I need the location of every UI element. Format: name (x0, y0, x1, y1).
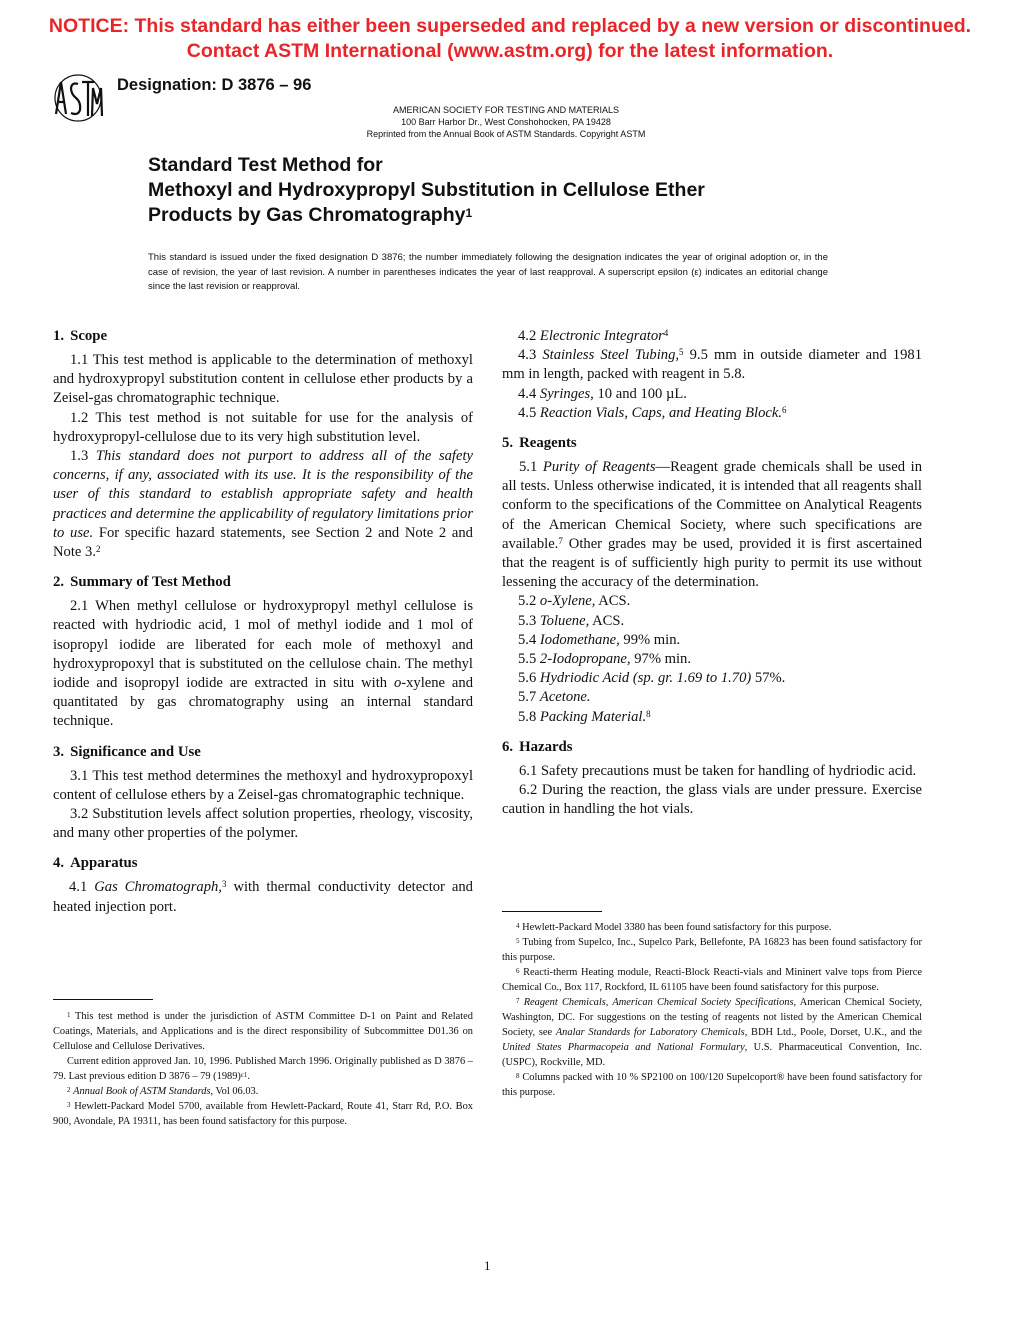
paragraph-4-1: 4.1 Gas Chromatograph,$^3$ with thermal conductivity detector and heated injection port. (53, 879, 473, 915)
footnote-1-edition: Current edition approved Jan. 10, 1996. Published March 1996. Originally published as D 3876 – 79. Last previous edition D 3876 – 79 $(1989)^{\varepsilon 1}$. (53, 1056, 473, 1082)
reprint-line: Reprinted from the Annual Book of ASTM Standards. Copyright ASTM (366, 129, 646, 139)
paragraph-3-1: 3.1 This test method determines the methoxyl and hydroxypropoxyl content of cellulose ethers by a Zeisel-gas chromatographic technique. (53, 767, 473, 803)
paragraph-1-3: 1.3 This standard does not purport to address all of the safety concerns, if any, associated with its use. It is the responsibility of the user of this standard to establish appropriate safety and health practices and determine the applicability of regulatory limitations prior to use. For specific hazard statements, see Section 2 and Note 2 and Note 3.$^2$ (53, 448, 473, 561)
paragraph-5-6: 5.6 Hydriodic Acid (sp. gr. 1.69 to 1.70) 57%. (518, 670, 786, 687)
footnote-1: $^1$ This test method is under the jurisdiction of ASTM Committee D-1 on Paint and Related Coatings, Materials, and Applications and is the direct responsibility of Subcommittee D01.36 on Cellulose and Cellulose Derivatives. (53, 1011, 473, 1052)
footnote-3: $^3$ Hewlett-Packard Model 5700, available from Hewlett-Packard, Route 41, Starr Rd, P.O. Box 900, Avondale, PA 19311, has been found satisfactory for this purpose. (53, 1101, 473, 1127)
paragraph-5-4: 5.4 Iodomethane, 99% min. (518, 631, 681, 648)
notice-line-1: NOTICE: This standard has either been superseded and replaced by a new version or discontinued. (48, 15, 972, 37)
section-heading-scope: 1. Scope (53, 328, 108, 344)
section-heading-significance: 3. Significance and Use (53, 743, 201, 760)
footnote-8: $^8$ Columns packed with 10 % SP2100 on 100/120 Supelcoport® have been found satisfactory for this purpose. (502, 1072, 922, 1098)
paragraph-5-5: 5.5 2-Iodopropane, 97% min. (518, 651, 691, 668)
footnotes-left (53, 1009, 473, 1129)
paragraph-3-2: 3.2 Substitution levels affect solution properties, rheology, viscosity, and many other properties of the polymer. (53, 806, 473, 842)
footnote-4: $^4$ Hewlett-Packard Model 3380 has been found satisfactory for this purpose. (516, 922, 832, 933)
astm-logo (52, 74, 104, 122)
page-number: 1 (484, 1258, 491, 1273)
footnote-6: $^6$ Reacti-therm Heating module, Reacti-Block Reacti-vials and Mininert valve tops from Pierce Chemical Co., Box 117, Rockford, IL 61105 have been found satisfactory for this purpose. (502, 967, 922, 993)
paragraph-5-8: 5.8 Packing Material.$^8$ (518, 708, 651, 725)
title-footnote-ref: 1 (465, 206, 473, 220)
paragraph-5-2: 5.2 o-Xylene, ACS. (518, 593, 631, 610)
right-column (502, 327, 922, 819)
designation: Designation: D 3876 – 96 (117, 76, 312, 94)
footnotes-right (502, 920, 922, 1100)
paragraph-4-2: 4.2 Electronic Integrator$^4$ (518, 328, 669, 344)
footnote-rule-right (502, 911, 602, 912)
paragraph-6-2: 6.2 During the reaction, the glass vials are under pressure. Exercise caution in handling the hot vials. (502, 782, 922, 818)
left-column (53, 327, 473, 917)
notice-line-2: Contact ASTM International (www.astm.org) for the latest information. (186, 40, 834, 62)
paragraph-1-2: 1.2 This test method is not suitable for use for the analysis of hydroxypropyl-cellulose due to its very high substitution level. (53, 409, 473, 445)
title-line-2: Methoxyl and Hydroxypropyl Substitution in Cellulose Ether (148, 179, 705, 201)
title-line-1: Standard Test Method for (148, 154, 383, 176)
paragraph-4-4: 4.4 Syringes, 10 and 100 µL. (518, 385, 687, 402)
footnote-2: $^2$ Annual Book of ASTM Standards, Vol 06.03. (67, 1086, 259, 1097)
society-address: 100 Barr Harbor Dr., West Conshohocken, PA 19428 (401, 117, 611, 127)
logo-text: ASTM (73, 118, 83, 122)
paragraph-5-3: 5.3 Toluene, ACS. (518, 612, 625, 629)
society-name: AMERICAN SOCIETY FOR TESTING AND MATERIALS (392, 105, 620, 115)
paragraph-2-1: 2.1 When methyl cellulose or hydroxypropyl methyl cellulose is reacted with hydriodic acid, 1 mol of methyl iodide and 1 mol of isopropyl iodide are liberated for each mole of methoxyl and hydroxypropoxyl that is substituted on the cellulose chain. The methyl iodide and isopropyl iodide are extracted in situ with o-xylene and quantitated by gas chromatography using an internal standard technique. (53, 598, 473, 730)
footnote-5: $^5$ Tubing from Supelco, Inc., Supelco Park, Bellefonte, PA 16823 has been found satisfactory for this purpose. (502, 937, 922, 963)
paragraph-5-7: 5.7 Acetone. (518, 689, 591, 706)
paragraph-5-1: 5.1 Purity of Reagents—Reagent grade chemicals shall be used in all tests. Unless otherwise indicated, it is intended that all reagents shall conform to the specifications of the Committee on Analytical Reagents of the American Chemical Society, where such specifications are available.$^7$ Other grades may be used, provided it is first ascertained that the reagent is of sufficiently high purity to permit its use without lessening the accuracy of the determination. (502, 459, 923, 591)
paragraph-4-5: 4.5 Reaction Vials, Caps, and Heating Block.$^6$ (518, 404, 787, 421)
section-heading-summary: 2. Summary of Test Method (53, 574, 231, 591)
issuance-statement: This standard is issued under the fixed designation D 3876; the number immediately following the designation indicates the year of original adoption or, in the case of revision, the year of last revision. A number in parentheses indicates the year of last reapproval. A superscript epsilon (ε) indicates an editorial change since the last revision or reapproval. (148, 252, 828, 292)
footnote-7: $^7$ Reagent Chemicals, American Chemical Society Specifications, American Chemical Society, Washington, DC. For suggestions on the testing of reagents not listed by the American Chemical Society, see Analar Standards for Laboratory Chemicals, BDH Ltd., Poole, Dorset, U.K., and the United States Pharmacopeia and National Formulary, U.S. Pharmaceutical Convention, Inc. (USPC), Rockville, MD. (502, 997, 923, 1068)
paragraph-1-1: 1.1 This test method is applicable to the determination of methoxyl and hydroxypropyl substitution content in cellulose ether products by a Zeisel-gas chromatographic technique. (53, 352, 473, 407)
section-heading-hazards: 6. Hazards (502, 738, 573, 755)
document-title (148, 153, 705, 228)
paragraph-4-3: 4.3 Stainless Steel Tubing,$^5$ 9.5 mm in outside diameter and 1981 mm in length, packed with reagent in 5.8. (502, 347, 922, 383)
paragraph-6-1: 6.1 Safety precautions must be taken for handling of hydriodic acid. (519, 762, 917, 779)
section-heading-apparatus: 4. Apparatus (53, 855, 138, 872)
notice-banner (0, 14, 1020, 64)
society-block (300, 104, 712, 140)
section-heading-reagents: 5. Reagents (502, 435, 577, 452)
title-line-3: Products by Gas Chromatography (148, 204, 466, 226)
footnote-rule-left (53, 999, 153, 1000)
